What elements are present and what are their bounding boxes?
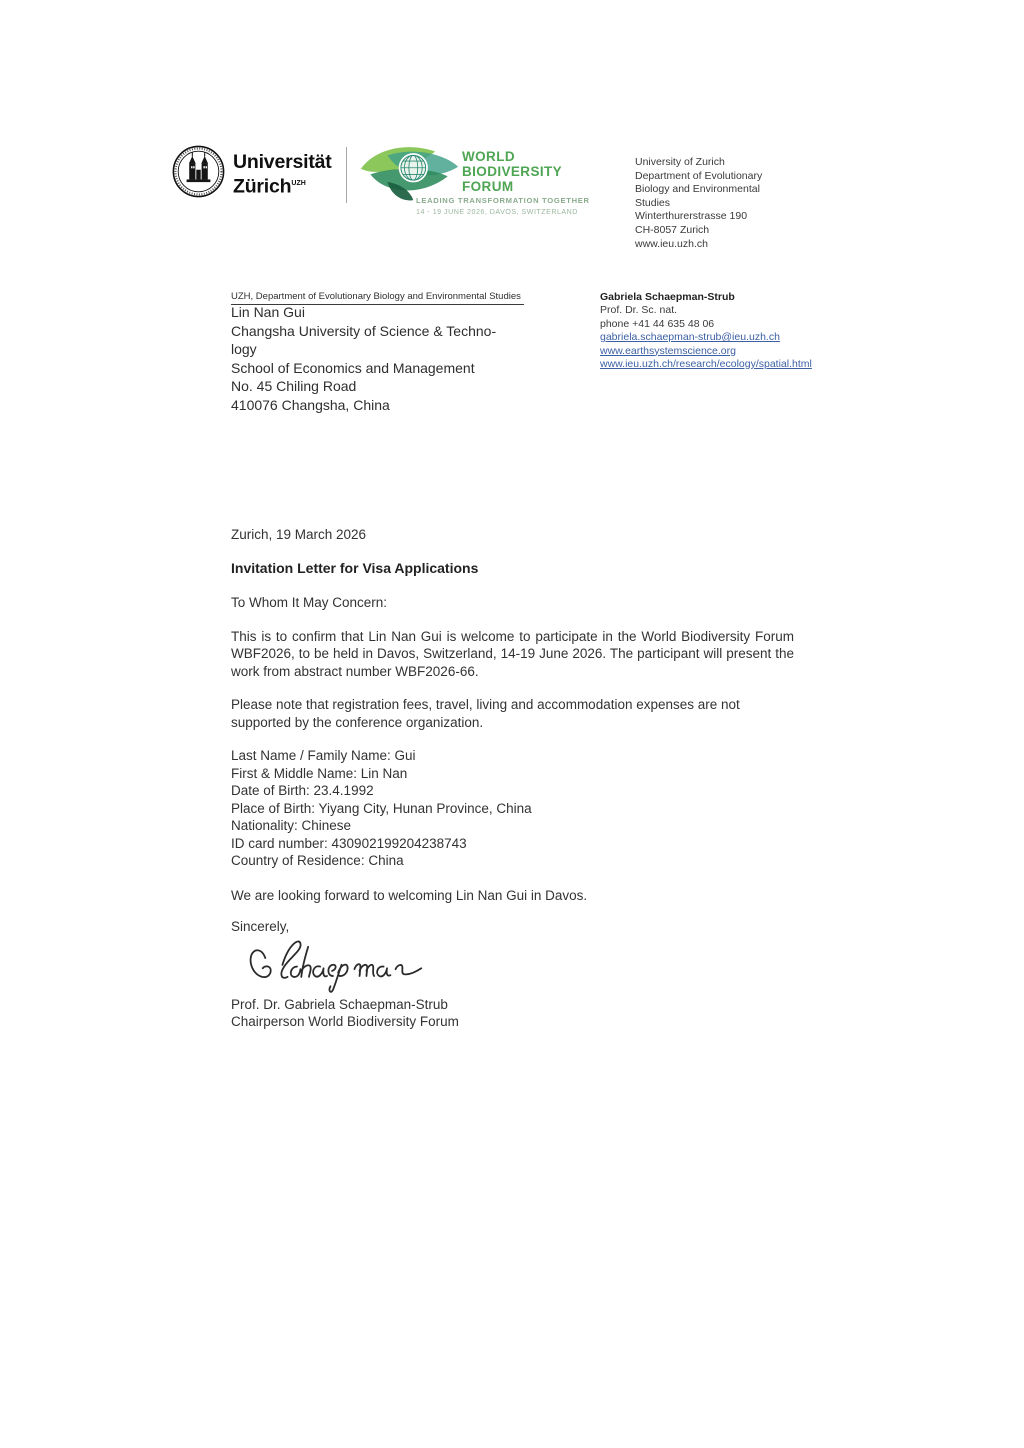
contact-block bbox=[600, 291, 812, 371]
contact-title: Prof. Dr. Sc. nat. bbox=[600, 304, 678, 317]
recipient-line: No. 45 Chiling Road bbox=[231, 378, 357, 395]
wbf-title bbox=[462, 149, 562, 194]
wbf-tagline: LEADING TRANSFORMATION TOGETHER bbox=[416, 196, 590, 205]
paragraph-expenses: Please note that registration fees, travel, living and accommodation expenses are not supported by the conference organization. bbox=[231, 697, 740, 730]
dateline: Zurich, 19 March 2026 bbox=[231, 527, 367, 542]
detail-country-of-residence: Country of Residence: China bbox=[231, 853, 404, 868]
detail-first-name: First & Middle Name: Lin Nan bbox=[231, 765, 408, 781]
recipient-line: logy bbox=[231, 341, 257, 358]
signer-name: Prof. Dr. Gabriela Schaepman-Strub bbox=[231, 996, 448, 1012]
logo-divider bbox=[346, 147, 347, 203]
wbf-title-line: FORUM bbox=[462, 179, 514, 194]
paragraph-confirmation: This is to confirm that Lin Nan Gui is welcome to participate in the World Biodiversity Forum WBF2026, to be held in Davos, Switzerland, 14-19 June 2026. The participant will present the work from abstract number WBF2026-66. bbox=[231, 628, 794, 679]
subject-line: Invitation Letter for Visa Applications bbox=[231, 559, 479, 576]
wbf-title-line: WORLD bbox=[462, 149, 515, 164]
uzh-superscript: UZH bbox=[291, 180, 306, 187]
recipient-line: 410076 Changsha, China bbox=[231, 396, 390, 413]
contact-name: Gabriela Schaepman-Strub bbox=[600, 291, 735, 303]
wbf-title-line: BIODIVERSITY bbox=[462, 164, 563, 179]
contact-website-link[interactable]: www.earthsystemscience.org bbox=[600, 344, 736, 357]
uzh-logo bbox=[172, 145, 332, 198]
org-address-block bbox=[635, 156, 762, 251]
contact-phone: phone +41 44 635 48 06 bbox=[600, 317, 715, 330]
contact-email-link[interactable]: gabriela.schaepman-strub@ieu.uzh.ch bbox=[600, 331, 780, 344]
org-address-line: University of Zurich bbox=[635, 156, 725, 168]
signoff: Sincerely, bbox=[231, 919, 290, 934]
leaves-globe-icon bbox=[358, 142, 460, 204]
uzh-name-line2: Zürich bbox=[233, 175, 292, 198]
letter-body bbox=[231, 526, 794, 1031]
signer-block bbox=[231, 996, 794, 1031]
org-address-line: Biology and Environmental bbox=[635, 183, 760, 196]
detail-nationality: Nationality: Chinese bbox=[231, 818, 352, 833]
closing-sentence: We are looking forward to welcoming Lin Nan Gui in Davos. bbox=[231, 887, 588, 903]
recipient-line: Changsha University of Science & Techno- bbox=[231, 322, 497, 339]
handwritten-signature-icon bbox=[237, 934, 429, 994]
org-address-line: CH-8057 Zurich bbox=[635, 223, 710, 236]
contact-research-link[interactable]: www.ieu.uzh.ch/research/ecology/spatial.html bbox=[600, 358, 812, 371]
recipient-line: Lin Nan Gui bbox=[231, 304, 305, 320]
recipient-line: School of Economics and Management bbox=[231, 359, 475, 376]
org-address-line: Winterthurerstrasse 190 bbox=[635, 210, 748, 223]
uzh-wordmark bbox=[233, 152, 332, 198]
wbf-event-date: 14 - 19 JUNE 2026, DAVOS, SWITZERLAND bbox=[416, 208, 578, 216]
signer-title: Chairperson World Biodiversity Forum bbox=[231, 1014, 459, 1029]
org-address-line: www.ieu.uzh.ch bbox=[635, 237, 708, 250]
wbf-logo bbox=[358, 141, 590, 221]
detail-place-of-birth: Place of Birth: Yiyang City, Hunan Province, China bbox=[231, 800, 532, 816]
detail-id-card-number: ID card number: 430902199204238743 bbox=[231, 835, 467, 851]
org-address-line: Studies bbox=[635, 196, 671, 209]
salutation: To Whom It May Concern: bbox=[231, 595, 388, 610]
org-address-line: Department of Evolutionary bbox=[635, 169, 763, 182]
detail-last-name: Last Name / Family Name: Gui bbox=[231, 748, 416, 763]
sender-return-line: UZH, Department of Evolutionary Biology and Environmental Studies bbox=[231, 291, 524, 305]
detail-date-of-birth: Date of Birth: 23.4.1992 bbox=[231, 783, 374, 798]
personal-details-list bbox=[231, 747, 794, 870]
uzh-name-line1: Universität bbox=[233, 151, 332, 173]
recipient-address-block bbox=[231, 303, 496, 415]
university-seal-icon bbox=[172, 145, 225, 198]
